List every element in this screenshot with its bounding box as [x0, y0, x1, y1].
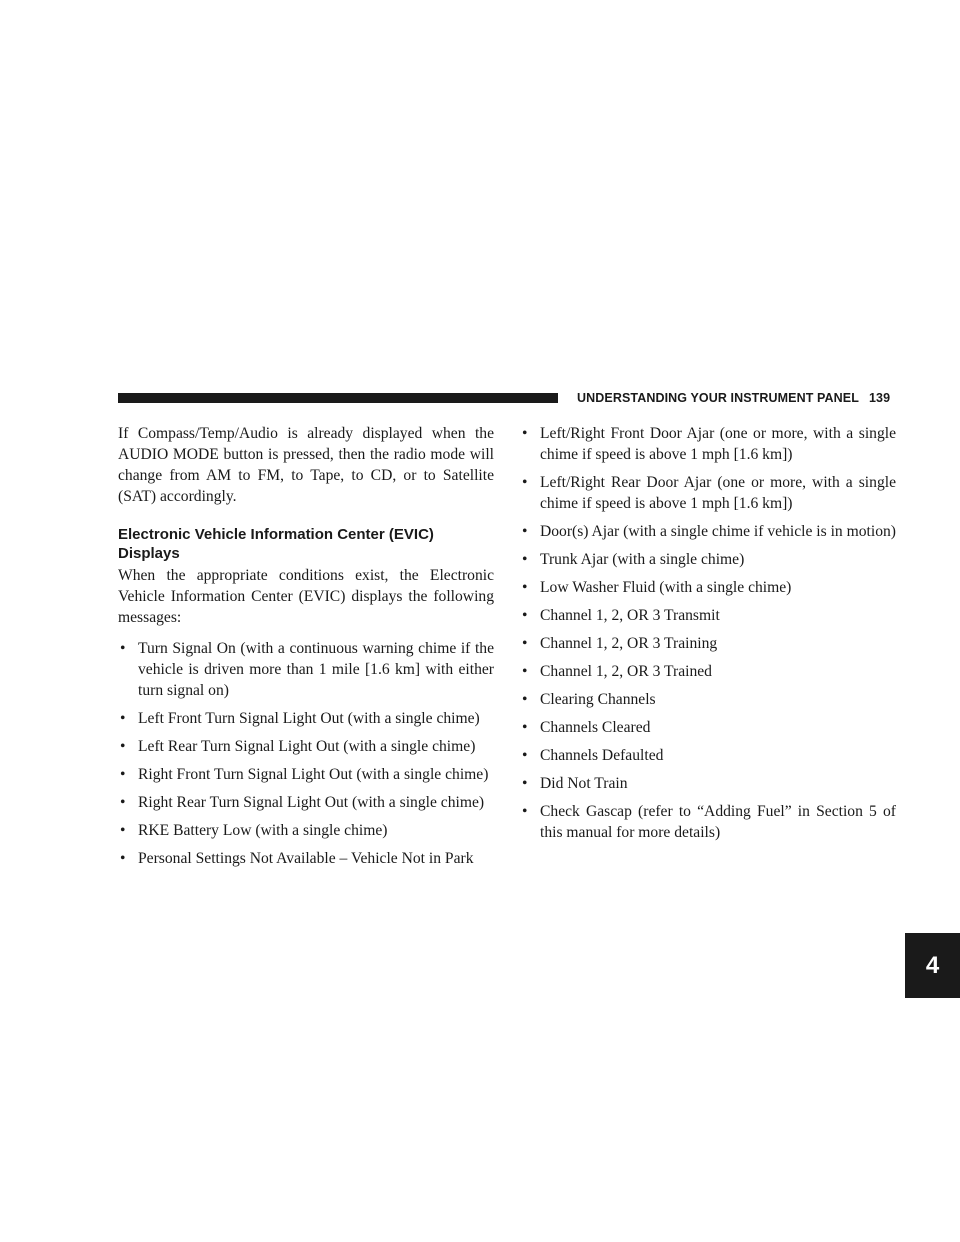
- list-item: • Channel 1, 2, OR 3 Trained: [522, 663, 712, 680]
- list-item: • Low Washer Fluid (with a single chime): [522, 579, 792, 596]
- bullet-icon: •: [522, 635, 528, 652]
- bullet-icon: •: [522, 607, 528, 624]
- list-item: • RKE Battery Low (with a single chime): [120, 822, 388, 839]
- bullet-icon: •: [522, 551, 528, 568]
- list-item: • Check Gascap (refer to “Adding Fuel” in Section 5 of this manual for more details): [522, 803, 896, 841]
- list-item: • Left Rear Turn Signal Light Out (with a single chime): [120, 738, 476, 755]
- bullet-icon: •: [522, 691, 528, 708]
- running-header: [577, 391, 890, 405]
- bullet-icon: •: [522, 747, 528, 764]
- list-item: • Channels Defaulted: [522, 747, 664, 764]
- message-list-left: [118, 638, 494, 869]
- left-column: [118, 423, 494, 876]
- bullet-icon: •: [522, 474, 528, 491]
- message-list-right: [520, 423, 896, 843]
- bullet-icon: •: [120, 640, 126, 657]
- page-number: 139: [868, 391, 891, 405]
- list-item: • Did Not Train: [522, 775, 628, 792]
- bullet-icon: •: [120, 794, 126, 811]
- list-item: • Turn Signal On (with a continuous warning chime if the vehicle is driven more than 1 mile [1.6 km] with either turn signal on): [120, 640, 494, 699]
- list-item: • Right Rear Turn Signal Light Out (with a single chime): [120, 794, 485, 811]
- bullet-icon: •: [522, 663, 528, 680]
- right-column: [520, 423, 896, 850]
- bullet-icon: •: [120, 850, 126, 867]
- bullet-icon: •: [522, 803, 528, 820]
- bullet-icon: •: [522, 719, 528, 736]
- bullet-icon: •: [120, 766, 126, 783]
- list-item: • Personal Settings Not Available – Vehicle Not in Park: [120, 850, 474, 867]
- bullet-icon: •: [522, 523, 528, 540]
- chapter-tab: 4: [905, 933, 960, 998]
- lead-paragraph: When the appropriate conditions exist, the Electronic Vehicle Information Center (EVIC) displays the following messages:: [118, 567, 494, 626]
- list-item: • Left/Right Rear Door Ajar (one or more, with a single chime if speed is above 1 mph [1.6 km]): [522, 474, 896, 512]
- bullet-icon: •: [120, 738, 126, 755]
- list-item: • Left/Right Front Door Ajar (one or more, with a single chime if speed is above 1 mph [1.6 km]): [522, 425, 896, 463]
- list-item: • Clearing Channels: [522, 691, 656, 708]
- section-title: UNDERSTANDING YOUR INSTRUMENT PANEL: [577, 391, 859, 405]
- list-item: • Left Front Turn Signal Light Out (with a single chime): [120, 710, 480, 727]
- list-item: • Channel 1, 2, OR 3 Transmit: [522, 607, 720, 624]
- bullet-icon: •: [522, 775, 528, 792]
- list-item: • Trunk Ajar (with a single chime): [522, 551, 745, 568]
- list-item: • Channels Cleared: [522, 719, 651, 736]
- bullet-icon: •: [522, 579, 528, 596]
- header-rule: [118, 393, 558, 403]
- bullet-icon: •: [120, 822, 126, 839]
- section-heading: Electronic Vehicle Information Center (EVIC) Displays: [118, 526, 434, 562]
- intro-paragraph: If Compass/Temp/Audio is already displayed when the AUDIO MODE button is pressed, then the radio mode will change from AM to FM, to Tape, to CD, or to Satellite (SAT) accordingly.: [118, 425, 494, 505]
- bullet-icon: •: [120, 710, 126, 727]
- list-item: • Door(s) Ajar (with a single chime if vehicle is in motion): [522, 523, 896, 540]
- list-item: • Channel 1, 2, OR 3 Training: [522, 635, 718, 652]
- bullet-icon: •: [522, 425, 528, 442]
- list-item: • Right Front Turn Signal Light Out (with a single chime): [120, 766, 489, 783]
